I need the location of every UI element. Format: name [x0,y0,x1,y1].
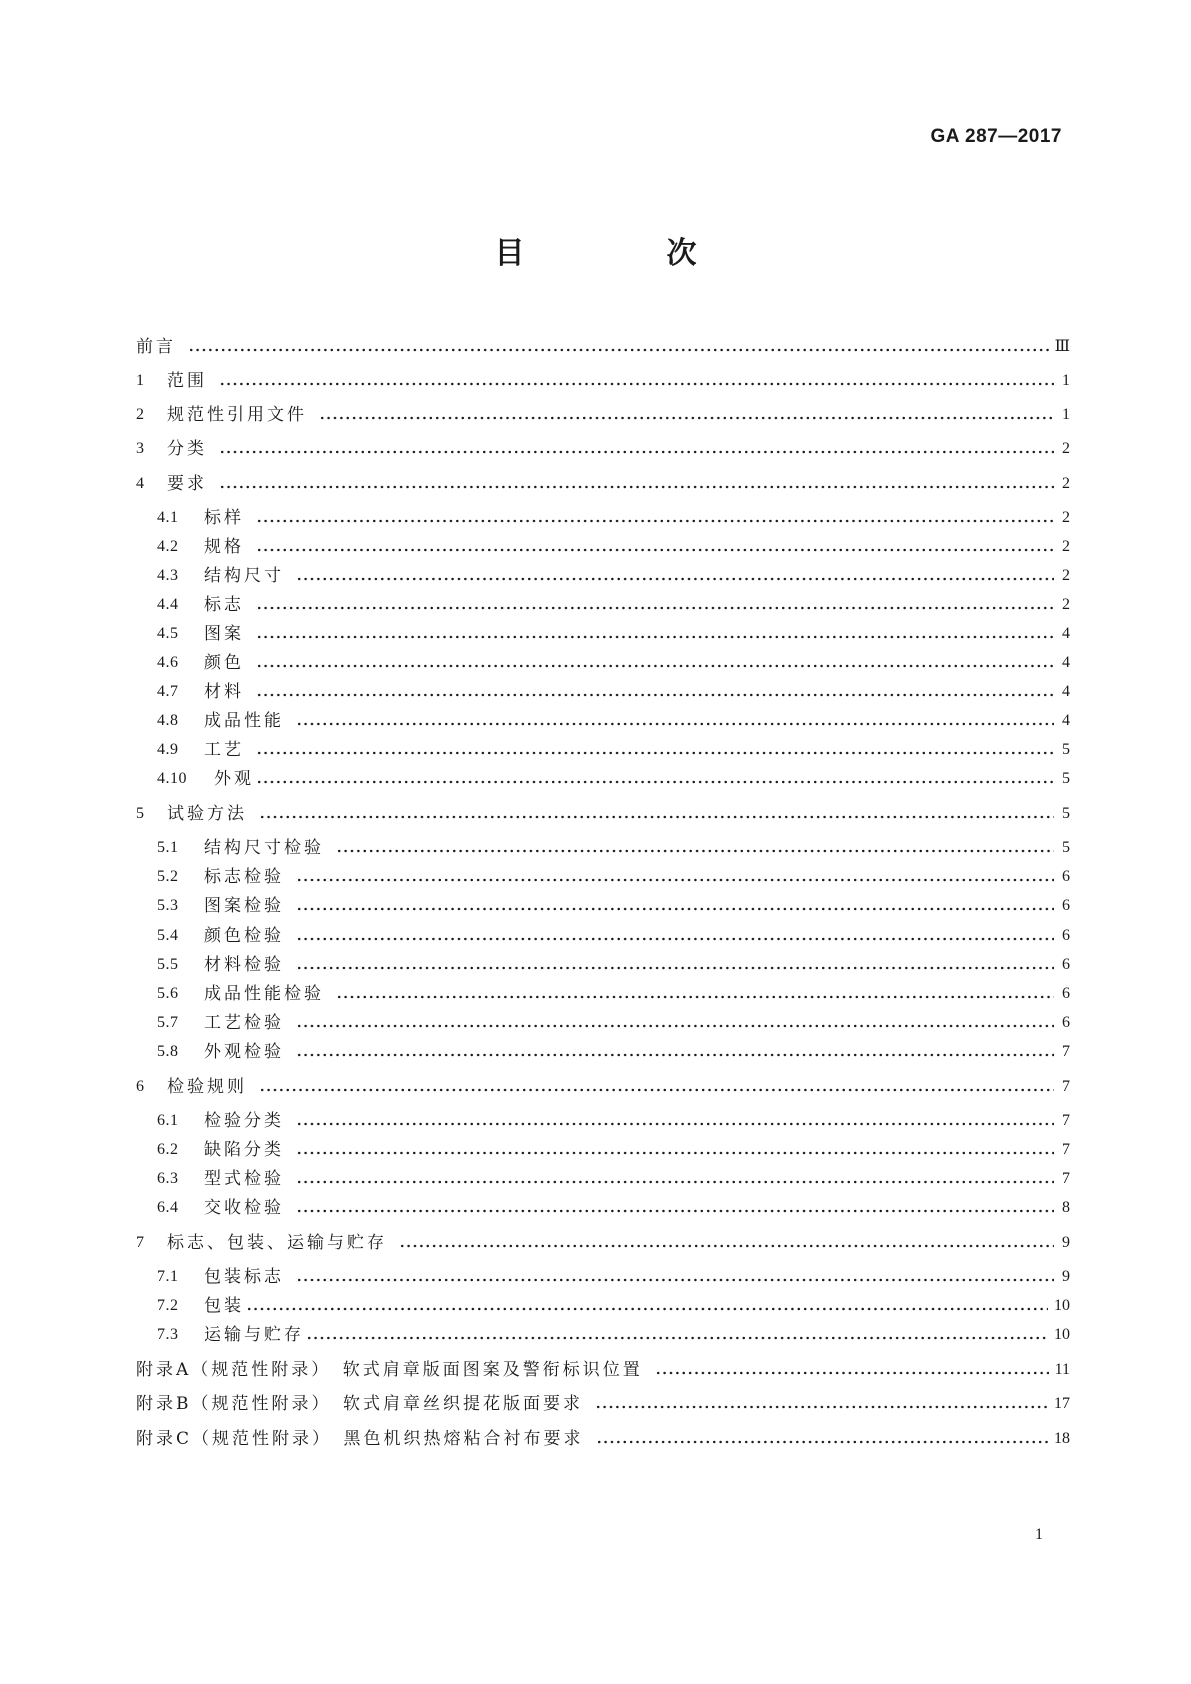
toc-entry-number: 6.3 [157,1170,179,1187]
toc-entry-number: 6.4 [157,1199,179,1216]
toc-entry-title: 颜色 [204,653,244,673]
toc-entry-page: 7 [1062,1170,1070,1187]
toc-entry-title: 运输与贮存 [204,1325,304,1345]
toc-entry-title: 成品性能 [204,711,284,731]
toc-entry-5-7[interactable] [157,1010,1070,1036]
toc-entry-page: 17 [1054,1395,1070,1412]
toc-entry-7-3[interactable] [157,1322,1070,1348]
toc-entry-number: 7.1 [157,1268,179,1285]
toc-entry-4-3[interactable] [157,563,1070,589]
toc-entry-number: 5.6 [157,985,179,1002]
toc-entry-4-5[interactable] [157,621,1070,647]
toc-entry-title: 标志、包装、运输与贮存 [167,1233,387,1253]
dot-leader [336,835,1054,861]
toc-entry-number: 7.2 [157,1297,179,1314]
toc-entry-number: 5.1 [157,839,179,856]
toc-entry-7-2[interactable] [157,1293,1070,1319]
toc-entry-number: 6.2 [157,1141,179,1158]
toc-entry-6[interactable] [136,1074,1070,1100]
dot-leader [219,471,1054,497]
toc-entry-3[interactable] [136,436,1070,462]
toc-entry-title: 包装标志 [204,1267,284,1287]
toc-entry-page: 6 [1062,897,1070,914]
toc-entry-number: 5.5 [157,956,179,973]
toc-entry-title: 前言 [136,337,176,357]
toc-entry-2[interactable] [136,402,1070,428]
toc-entry-number: 4.6 [157,654,179,671]
toc-entry-page: 7 [1062,1112,1070,1129]
toc-entry-page: 9 [1062,1234,1070,1251]
toc-entry-page: 5 [1062,770,1070,787]
toc-entry-page: 7 [1062,1141,1070,1158]
toc-entry-5-1[interactable] [157,835,1070,861]
toc-entry-page: 2 [1062,509,1070,526]
toc-entry-title: 附录A（规范性附录） 软式肩章版面图案及警衔标识位置 [136,1360,643,1380]
dot-leader [259,1074,1054,1100]
toc-entry-page: 7 [1062,1043,1070,1060]
dot-leader [306,1322,1048,1348]
dot-leader [296,1039,1054,1065]
toc-entry-title: 标志 [204,595,244,615]
toc-entry-page: 10 [1054,1297,1070,1314]
toc-entry-4-8[interactable] [157,708,1070,734]
toc-entry-page: 2 [1062,567,1070,584]
toc-entry-foreword[interactable] [136,334,1070,360]
dot-leader [296,1195,1054,1221]
dot-leader [256,621,1054,647]
dot-leader [256,650,1054,676]
dot-leader [296,708,1054,734]
dot-leader [256,737,1054,763]
toc-entry-number: 5 [136,805,145,822]
toc-entry-page: 4 [1062,683,1070,700]
toc-entry-appendix-b[interactable] [136,1391,1070,1417]
toc-entry-title: 分类 [167,439,207,459]
toc-entry-number: 1 [136,372,145,389]
toc-entry-page: 2 [1062,440,1070,457]
toc-entry-page: 5 [1062,741,1070,758]
toc-entry-4-6[interactable] [157,650,1070,676]
toc-entry-title: 成品性能检验 [204,984,324,1004]
toc-entry-number: 4.8 [157,712,179,729]
dot-leader [256,505,1054,531]
toc-entry-title: 交收检验 [204,1198,284,1218]
toc-entry-number: 2 [136,406,145,423]
toc-entry-5[interactable] [136,801,1070,827]
toc-entry-page: 5 [1062,805,1070,822]
toc-entry-title: 材料 [204,682,244,702]
toc-entry-number: 4 [136,475,145,492]
toc-entry-number: 5.3 [157,897,179,914]
dot-leader [296,923,1054,949]
toc-entry-title: 要求 [167,474,207,494]
toc-entry-title: 颜色检验 [204,926,284,946]
toc-entry-number: 4.10 [157,770,187,787]
dot-leader [256,592,1054,618]
toc-entry-number: 5.7 [157,1014,179,1031]
toc-entry-page: 7 [1062,1078,1070,1095]
toc-entry-page: Ⅲ [1054,338,1070,355]
toc-entry-title: 检验分类 [204,1111,284,1131]
toc-entry-number: 6.1 [157,1112,179,1129]
dot-leader [296,1166,1054,1192]
toc-entry-5-5[interactable] [157,952,1070,978]
toc-entry-page: 1 [1062,406,1070,423]
toc-entry-number: 4.3 [157,567,179,584]
toc-entry-title: 结构尺寸 [204,566,284,586]
toc-entry-page: 2 [1062,596,1070,613]
toc-entry-page: 9 [1062,1268,1070,1285]
toc-entry-page: 6 [1062,956,1070,973]
toc-entry-title: 外观 [214,769,254,789]
dot-leader [655,1357,1049,1383]
toc-entry-title: 标样 [204,508,244,528]
toc-entry-6-1[interactable] [157,1108,1070,1134]
dot-leader [296,1010,1054,1036]
toc-entry-title: 结构尺寸检验 [204,838,324,858]
toc-entry-5-4[interactable] [157,923,1070,949]
toc-entry-page: 1 [1062,372,1070,389]
toc-entry-number: 5.2 [157,868,179,885]
toc-entry-number: 4.5 [157,625,179,642]
toc-entry-number: 5.4 [157,927,179,944]
dot-leader [246,1293,1048,1319]
toc-entry-6-2[interactable] [157,1137,1070,1163]
toc-entry-number: 4.2 [157,538,179,555]
toc-entry-title: 材料检验 [204,955,284,975]
dot-leader [296,893,1054,919]
toc-entry-title: 工艺检验 [204,1013,284,1033]
toc-entry-number: 4.7 [157,683,179,700]
toc-entry-page: 4 [1062,712,1070,729]
dot-leader [399,1230,1054,1256]
toc-entry-5-2[interactable] [157,864,1070,890]
toc-entry-6-3[interactable] [157,1166,1070,1192]
toc-entry-title: 检验规则 [167,1077,247,1097]
dot-leader [188,334,1049,360]
toc-entry-number: 4.1 [157,509,179,526]
toc-entry-6-4[interactable] [157,1195,1070,1221]
toc-entry-title: 图案 [204,624,244,644]
dot-leader [319,402,1054,428]
toc-entry-4-4[interactable] [157,592,1070,618]
toc-entry-title: 型式检验 [204,1169,284,1189]
dot-leader [296,1137,1054,1163]
toc-entry-5-3[interactable] [157,893,1070,919]
toc-entry-page: 4 [1062,625,1070,642]
toc-entry-number: 4.9 [157,741,179,758]
toc-entry-page: 6 [1062,985,1070,1002]
toc-entry-title: 范围 [167,371,207,391]
toc-entry-page: 2 [1062,475,1070,492]
toc-entry-page: 18 [1054,1430,1070,1447]
toc-entry-title: 标志检验 [204,867,284,887]
toc-entry-4[interactable] [136,471,1070,497]
toc-entry-title: 试验方法 [167,804,247,824]
dot-leader [296,864,1054,890]
toc-entry-4-1[interactable] [157,505,1070,531]
dot-leader [596,1426,1048,1452]
page-title: 目 次 [494,236,753,271]
toc-entry-number: 3 [136,440,145,457]
toc-entry-page: 2 [1062,538,1070,555]
dot-leader [219,436,1054,462]
toc-entry-title: 附录B（规范性附录） 软式肩章丝织提花版面要求 [136,1394,583,1414]
toc-entry-page: 5 [1062,839,1070,856]
dot-leader [296,1108,1054,1134]
dot-leader [219,368,1054,394]
toc-entry-title: 附录C（规范性附录） 黑色机织热熔粘合衬布要求 [136,1429,584,1449]
toc-entry-page: 8 [1062,1199,1070,1216]
toc-entry-page: 6 [1062,868,1070,885]
toc-entry-page: 6 [1062,1014,1070,1031]
toc-entry-page: 10 [1054,1326,1070,1343]
toc-entry-title: 包装 [204,1296,244,1316]
toc-entry-5-8[interactable] [157,1039,1070,1065]
toc-entry-page: 4 [1062,654,1070,671]
toc-entry-4-7[interactable] [157,679,1070,705]
dot-leader [259,801,1054,827]
standard-code: GA 287—2017 [930,126,1062,147]
toc-entry-4-9[interactable] [157,737,1070,763]
toc-entry-appendix-c[interactable] [136,1426,1070,1452]
dot-leader [256,679,1054,705]
dot-leader [595,1391,1048,1417]
dot-leader [296,952,1054,978]
toc-entry-title: 工艺 [204,740,244,760]
toc-entry-number: 4.4 [157,596,179,613]
toc-entry-number: 7 [136,1234,145,1251]
toc-entry-number: 6 [136,1078,145,1095]
toc-entry-1[interactable] [136,368,1070,394]
toc-entry-7-1[interactable] [157,1264,1070,1290]
toc-entry-4-2[interactable] [157,534,1070,560]
toc-entry-5-6[interactable] [157,981,1070,1007]
toc-entry-number: 5.8 [157,1043,179,1060]
dot-leader [296,1264,1054,1290]
toc-entry-number: 7.3 [157,1326,179,1343]
toc-entry-title: 规格 [204,537,244,557]
toc-entry-page: 6 [1062,927,1070,944]
dot-leader [256,534,1054,560]
toc-entry-7[interactable] [136,1230,1070,1256]
toc-entry-title: 缺陷分类 [204,1140,284,1160]
toc-entry-title: 外观检验 [204,1042,284,1062]
page-number: 1 [1035,1526,1043,1543]
toc-entry-appendix-a[interactable] [136,1357,1070,1383]
dot-leader [336,981,1054,1007]
toc-entry-title: 图案检验 [204,896,284,916]
toc-entry-page: 11 [1054,1361,1070,1378]
dot-leader [256,766,1054,792]
dot-leader [296,563,1054,589]
toc-entry-4-10[interactable] [157,766,1070,792]
toc-entry-title: 规范性引用文件 [167,405,307,425]
